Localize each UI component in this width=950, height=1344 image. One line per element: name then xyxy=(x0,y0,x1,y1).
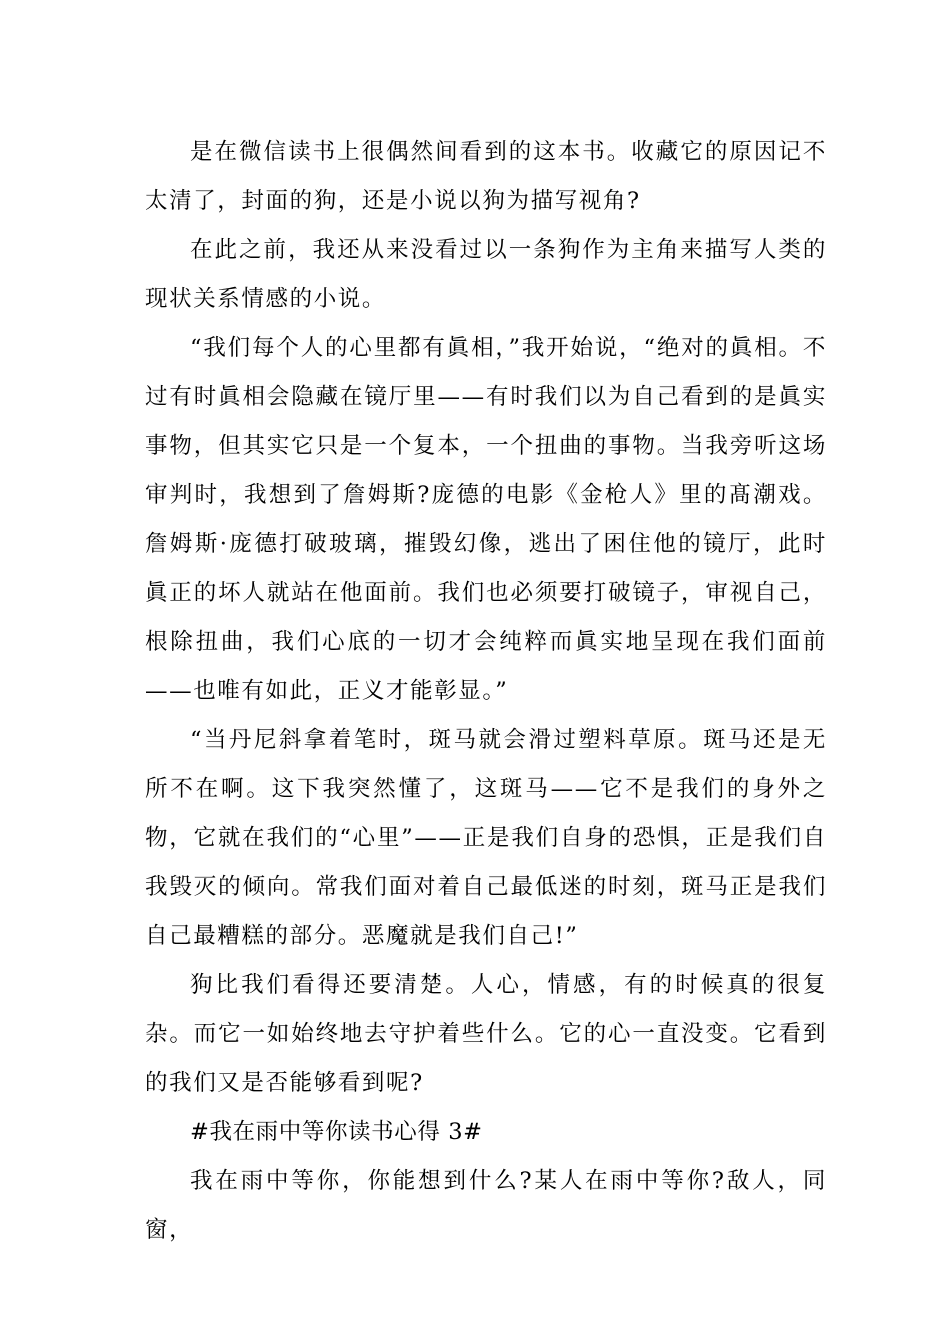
paragraph-1: 是在微信读书上很偶然间看到的这本书。收藏它的原因记不太清了，封面的狗，还是小说以狗为描写视角? xyxy=(145,139,827,214)
paragraph-4: “当丹尼斜拿着笔时，斑马就会滑过塑料草原。斑马还是无所不在啊。这下我突然懂了，这斑马——它不是我们的身外之物，它就在我们的“心里”——正是我们自身的恐惧，正是我们自我毁灭的倾向。常我们面对着自己最低迷的时刻，斑马正是我们自己最糟糕的部分。恶魔就是我们自己!” xyxy=(145,727,827,949)
section-heading: #我在雨中等你读书心得 3# xyxy=(190,1119,483,1145)
document-body xyxy=(145,128,827,1255)
paragraph-2: 在此之前，我还从来没看过以一条狗作为主角来描写人类的现状关系情感的小说。 xyxy=(145,237,827,312)
paragraph-5: 狗比我们看得还要清楚。人心，情感，有的时候真的很复杂。而它一如始终地去守护着些什么。它的心一直没变。它看到的我们又是否能够看到呢? xyxy=(145,972,827,1096)
paragraph-6: 我在雨中等你，你能想到什么?某人在雨中等你?敌人，同窗， xyxy=(145,1168,827,1243)
paragraph-3: “我们每个人的心里都有眞相，”我开始说，“绝对的眞相。不过有时眞相会隐藏在镜厅里——有时我们以为自己看到的是眞实事物，但其实它只是一个复本，一个扭曲的事物。当我旁听这场审判时，我想到了詹姆斯?庞德的电影《金枪人》里的髙潮戏。詹姆斯·庞德打破玻璃，摧毁幻像，逃出了困住他的镜厅，此时眞正的坏人就站在他面前。我们也必须要打破镜子，审视自己，根除扭曲，我们心底的一切才会纯粹而眞实地呈现在我们面前——也唯有如此，正义才能彰显。” xyxy=(145,335,827,704)
